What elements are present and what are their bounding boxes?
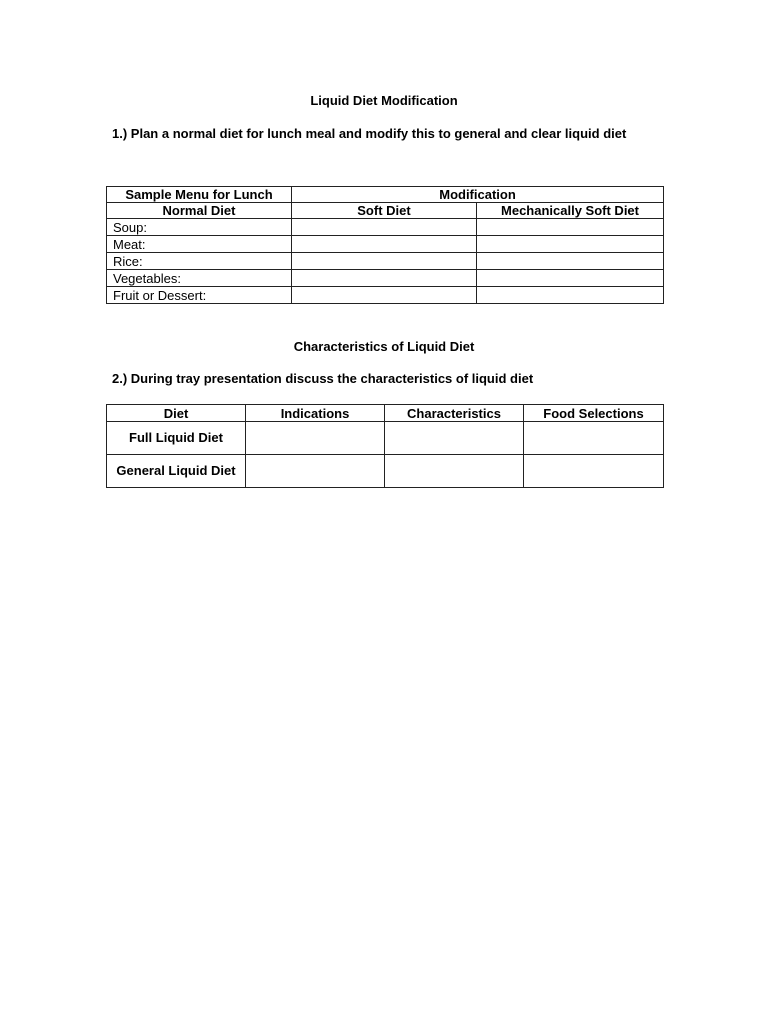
instruction-1: 1.) Plan a normal diet for lunch meal and modify this to general and clear liquid diet <box>112 126 627 141</box>
header-food-selections: Food Selections <box>524 405 664 422</box>
header-characteristics: Characteristics <box>385 405 524 422</box>
table-row <box>107 270 664 287</box>
empty-cell <box>246 455 385 488</box>
empty-cell <box>477 270 664 287</box>
header-indications: Indications <box>246 405 385 422</box>
empty-cell <box>524 422 664 455</box>
table-row <box>107 422 664 455</box>
row-label-fruit-dessert: Fruit or Dessert: <box>107 287 292 304</box>
header-modification: Modification <box>292 187 664 203</box>
empty-cell <box>292 253 477 270</box>
header-mechanically-soft-diet: Mechanically Soft Diet <box>477 203 664 219</box>
table-header-row <box>107 405 664 422</box>
header-normal-diet: Normal Diet <box>107 203 292 219</box>
empty-cell <box>385 455 524 488</box>
row-label-full-liquid-diet: Full Liquid Diet <box>107 422 246 455</box>
empty-cell <box>477 287 664 304</box>
table-row <box>107 253 664 270</box>
empty-cell <box>246 422 385 455</box>
table-row <box>107 455 664 488</box>
row-label-meat: Meat: <box>107 236 292 253</box>
header-sample-menu: Sample Menu for Lunch <box>107 187 292 203</box>
empty-cell <box>477 253 664 270</box>
page-title: Liquid Diet Modification <box>310 93 458 108</box>
table-row <box>107 287 664 304</box>
instruction-2: 2.) During tray presentation discuss the characteristics of liquid diet <box>112 371 534 386</box>
row-label-rice: Rice: <box>107 253 292 270</box>
table-header-row <box>107 203 664 219</box>
empty-cell <box>524 455 664 488</box>
lunch-modification-table <box>106 186 664 304</box>
empty-cell <box>477 219 664 236</box>
header-soft-diet: Soft Diet <box>292 203 477 219</box>
table-header-row <box>107 187 664 203</box>
empty-cell <box>292 219 477 236</box>
section-title: Characteristics of Liquid Diet <box>293 339 475 354</box>
header-diet: Diet <box>107 405 246 422</box>
row-label-soup: Soup: <box>107 219 292 236</box>
empty-cell <box>292 270 477 287</box>
empty-cell <box>292 287 477 304</box>
liquid-diet-characteristics-table <box>106 404 664 488</box>
empty-cell <box>477 236 664 253</box>
empty-cell <box>385 422 524 455</box>
table-row <box>107 219 664 236</box>
row-label-vegetables: Vegetables: <box>107 270 292 287</box>
empty-cell <box>292 236 477 253</box>
row-label-general-liquid-diet: General Liquid Diet <box>107 455 246 488</box>
table-row <box>107 236 664 253</box>
